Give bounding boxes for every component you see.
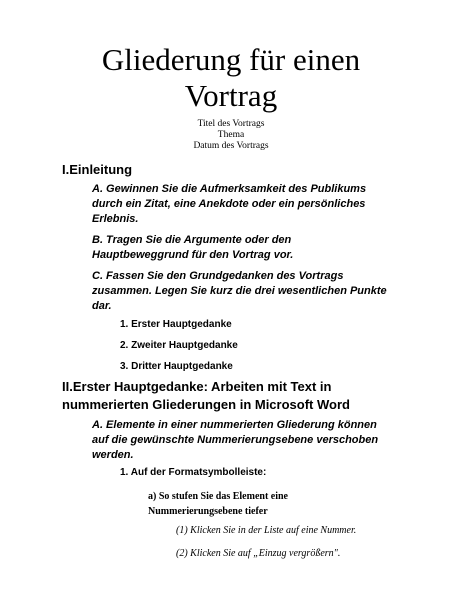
lettered-subitem-a-line1: a) So stufen Sie das Element eine [148,491,288,502]
talk-topic-field: Thema [217,130,245,140]
paragraph-c-line2: zusammen. Legen Sie kurz die drei wesentlichen Punkte [92,285,387,297]
numbered-subitem-1: 1. Auf der Formatsymbolleiste: [120,467,267,478]
section-heading-introduction: I.Einleitung [62,162,133,177]
paragraph-ii-a-line3: werden. [92,449,134,461]
paragraph-b-line1: B. Tragen Sie die Argumente oder den [92,234,292,246]
numbered-item-3: 3. Dritter Hauptgedanke [120,361,233,372]
paragraph-a-line2: durch ein Zitat, eine Anekdote oder ein persönliches [92,198,366,210]
paragraph-a-line1: A. Gewinnen Sie die Aufmerksamkeit des Publikums [92,183,367,195]
section-heading-main-point-line1: II.Erster Hauptgedanke: Arbeiten mit Text in [62,379,332,394]
numbered-item-1: 1. Erster Hauptgedanke [120,319,232,330]
paragraph-c-line1: C. Fassen Sie den Grundgedanken des Vortrags [92,270,344,282]
paragraph-a-line3: Erlebnis. [92,213,139,225]
step-1-text: (1) Klicken Sie in der Liste auf eine Nummer. [176,525,357,536]
talk-date-field: Datum des Vortrags [193,141,269,151]
paragraph-ii-a-line1: A. Elemente in einer nummerierten Gliederung können [92,419,377,431]
lettered-subitem-a-line2: Nummerierungsebene tiefer [148,506,268,517]
document-title-line2: Vortrag [184,78,278,113]
numbered-item-2: 2. Zweiter Hauptgedanke [120,340,238,351]
document-title-line1: Gliederung für einen [101,42,361,77]
step-2-text: (2) Klicken Sie auf „Einzug vergrößern". [176,548,341,559]
paragraph-ii-a-line2: auf die gewünschte Nummerierungsebene verschoben [92,434,379,446]
paragraph-c-line3: dar. [92,300,112,312]
paragraph-b-line2: Hauptbeweggrund für den Vortrag vor. [92,249,294,261]
section-heading-main-point-line2: nummerierten Gliederungen in Microsoft Word [62,397,350,412]
talk-title-field: Titel des Vortrags [197,119,265,129]
